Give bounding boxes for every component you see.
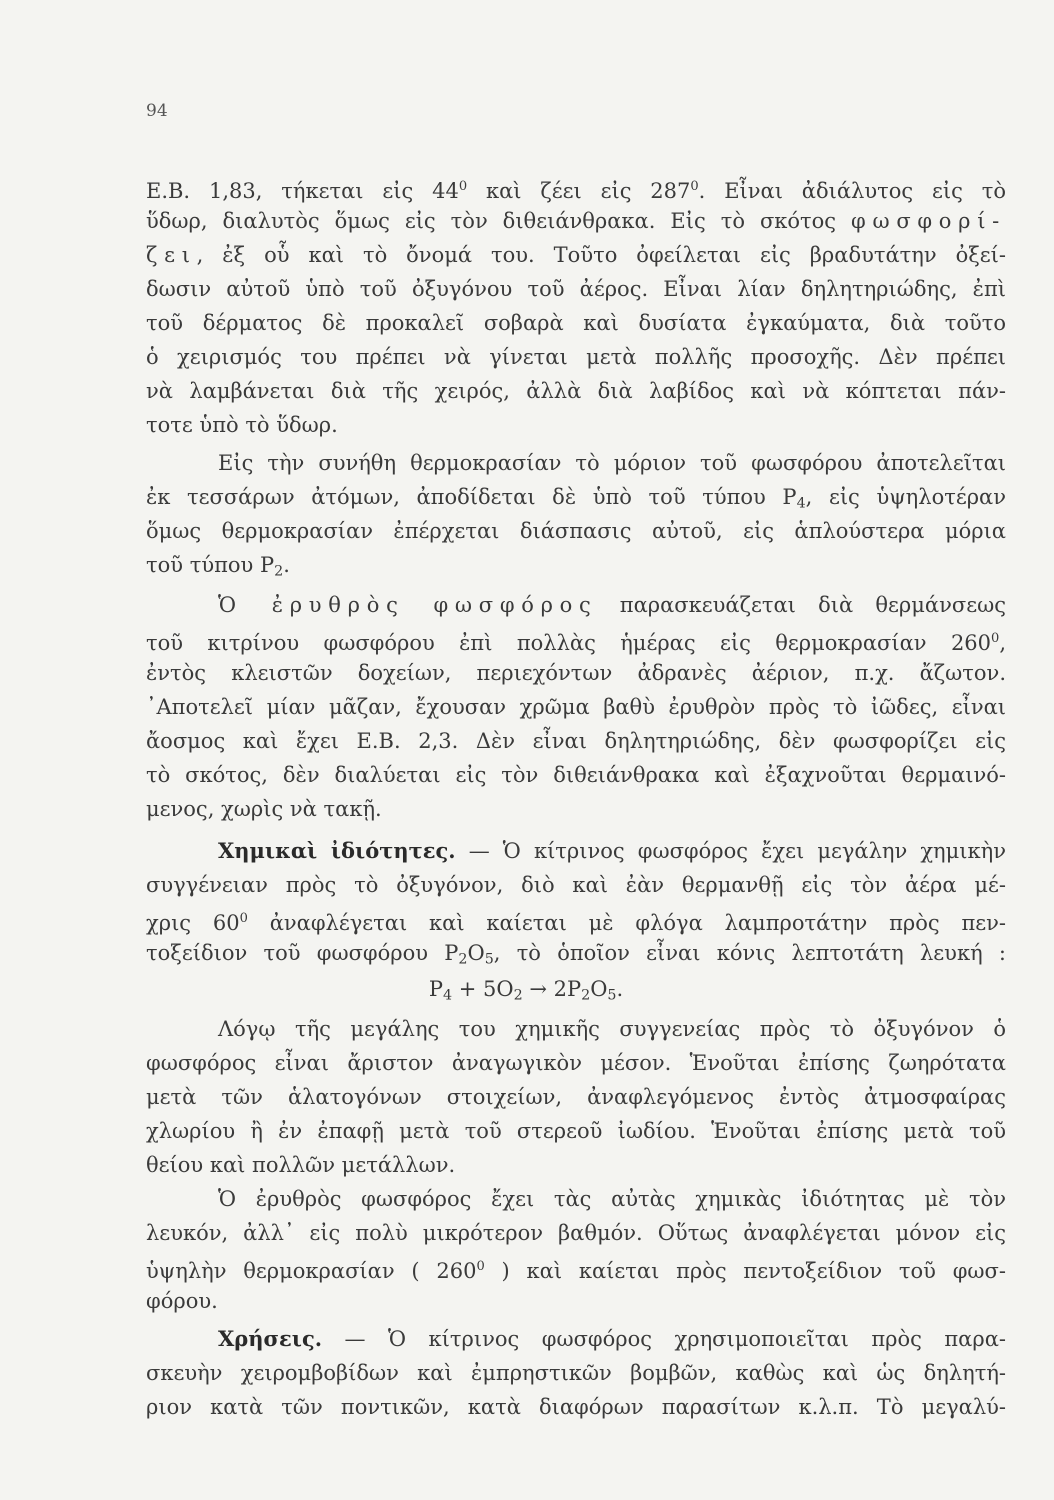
text-line: τοῦ δέρματος δὲ προκαλεῖ σοβαρὰ καὶ δυσίατα ἐγκαύματα, διὰ τοῦτο xyxy=(146,311,1006,335)
section-heading-line: Χρήσεις. — Ὁ κίτρινος φωσφόρος χρησιμοποιεῖται πρὸς παρα- xyxy=(218,1326,1006,1351)
text-line: Ὁ ἐρυθρὸς φωσφόρος ἔχει τὰς αὐτὰς χημικὰς ἰδιότητας μὲ τὸν xyxy=(218,1187,1006,1211)
text-line: χλωρίου ἢ ἐν ἐπαφῇ μετὰ τοῦ στερεοῦ ἰωδίου. Ἑνοῦται ἐπίσης μετὰ τοῦ xyxy=(146,1119,1006,1143)
section-heading-line: Χημικαὶ ἰδιότητες. — Ὁ κίτρινος φωσφόρος ἔχει μεγάλην χημικὴν xyxy=(218,838,1006,863)
text-line: σκευὴν χειρομβοβίδων καὶ ἐμπρηστικῶν βομβῶν, καθὼς καὶ ὡς δηλητή- xyxy=(146,1361,1006,1385)
text-line: Λόγῳ τῆς μεγάλης του χημικῆς συγγενείας πρὸς τὸ ὀξυγόνον ὁ xyxy=(218,1017,1006,1041)
text-line: τοτε ὑπὸ τὸ ὕδωρ. xyxy=(146,413,338,437)
text-line: τοῦ τύπου $P_2$. xyxy=(146,553,290,580)
text-line: τοξείδιον τοῦ φωσφόρου $P_2O_5$, τὸ ὁποῖον εἶναι κόνις λεπτοτάτη λευκή : xyxy=(146,941,1006,968)
page-number: 94 xyxy=(146,101,168,121)
text-line: φωσφόρος εἶναι ἄριστον ἀναγωγικὸν μέσον. Ἑνοῦται ἐπίσης ζωηρότατα xyxy=(146,1051,1006,1075)
section-heading: Χημικαὶ ἰδιότητες. xyxy=(218,838,456,863)
text-line: φόρου. xyxy=(146,1289,218,1313)
text-line: νὰ λαμβάνεται διὰ τῆς χειρός, ἀλλὰ διὰ λαβίδος καὶ νὰ κόπτεται πάν- xyxy=(146,379,1006,403)
text-line: ἐντὸς κλειστῶν δοχείων, περιεχόντων ἀδρανὲς ἀέριον, π.χ. ἄζωτον. xyxy=(146,661,1006,685)
text-line: χρις $60^0$ ἀναφλέγεται καὶ καίεται μὲ φλόγα λαμπροτάτην πρὸς πεν- xyxy=(146,911,1006,935)
text-line: μενος, χωρὶς νὰ τακῇ. xyxy=(146,797,382,821)
text-line: Ε.Β. 1,83, τήκεται εἰς $44^0$ καὶ ζέει εἰς $287^0$. Εἶναι ἀδιάλυτος εἰς τὸ xyxy=(146,179,1006,203)
text-line: τοῦ κιτρίνου φωσφόρου ἐπὶ πολλὰς ἡμέρας εἰς θερμοκρασίαν $260^0$, xyxy=(146,631,1006,655)
arrow-icon: → xyxy=(529,977,547,1001)
text-line: ᾿Αποτελεῖ μίαν μᾶζαν, ἔχουσαν χρῶμα βαθὺ ἐρυθρὸν πρὸς τὸ ἰῶδες, εἶναι xyxy=(146,695,1006,719)
text-line: Εἰς τὴν συνήθη θερμοκρασίαν τὸ μόριον τοῦ φωσφόρου ἀποτελεῖται xyxy=(218,451,1006,475)
text-line: ριον κατὰ τῶν ποντικῶν, κατὰ διαφόρων παρασίτων κ.λ.π. Τὸ μεγαλύ- xyxy=(146,1395,1006,1419)
section-heading: Χρήσεις. xyxy=(218,1326,323,1351)
text-line: λευκόν, ἀλλ᾿ εἰς πολὺ μικρότερον βαθμόν. Οὕτως ἀναφλέγεται μόνον εἰς xyxy=(146,1221,1006,1245)
text-line: μετὰ τῶν ἁλατογόνων στοιχείων, ἀναφλεγόμενος ἐντὸς ἀτμοσφαίρας xyxy=(146,1085,1006,1109)
text-line: ἄοσμος καὶ ἔχει Ε.Β. 2,3. Δὲν εἶναι δηλητηριώδης, δὲν φωσφορίζει εἰς xyxy=(146,729,1006,753)
text-line: θείου καὶ πολλῶν μετάλλων. xyxy=(146,1153,456,1177)
text-line: συγγένειαν πρὸς τὸ ὀξυγόνον, διὸ καὶ ἐὰν θερμανθῇ εἰς τὸν ἀέρα μέ- xyxy=(146,873,1006,897)
text-line: δωσιν αὐτοῦ ὑπὸ τοῦ ὀξυγόνου τοῦ ἀέρος. Εἶναι λίαν δηλητηριώδης, ἐπὶ xyxy=(146,277,1006,301)
text-line: ζει, ἐξ οὗ καὶ τὸ ὄνομά του. Τοῦτο ὀφείλεται εἰς βραδυτάτην ὀξεί- xyxy=(146,243,1006,267)
text-line: ὅμως θερμοκρασίαν ἐπέρχεται διάσπασις αὐτοῦ, εἰς ἁπλούστερα μόρια xyxy=(146,519,1006,543)
text-line: ὁ χειρισμός του πρέπει νὰ γίνεται μετὰ πολλῆς προσοχῆς. Δὲν πρέπει xyxy=(146,345,1006,369)
chemical-equation: $P_4 + 5O_2 \to 2P_2O_5$. xyxy=(428,977,624,1004)
text-line: ἐκ τεσσάρων ἀτόμων, ἀποδίδεται δὲ ὑπὸ τοῦ τύπου $P_4$, εἰς ὑψηλοτέραν xyxy=(146,485,1006,512)
text-line: ὕδωρ, διαλυτὸς ὅμως εἰς τὸν διθειάνθρακα. Εἰς τὸ σκότος φωσφορί- xyxy=(146,209,1006,233)
text-line: ὑψηλὴν θερμοκρασίαν ( $260^0$ ) καὶ καίεται πρὸς πεντοξείδιον τοῦ φωσ- xyxy=(146,1259,1006,1283)
text-line: Ὁ ἐρυθρὸς φωσφόρος παρασκευάζεται διὰ θερμάνσεως xyxy=(218,593,1006,617)
text-line: τὸ σκότος, δὲν διαλύεται εἰς τὸν διθειάνθρακα καὶ ἐξαχνοῦται θερμαινό- xyxy=(146,763,1006,787)
